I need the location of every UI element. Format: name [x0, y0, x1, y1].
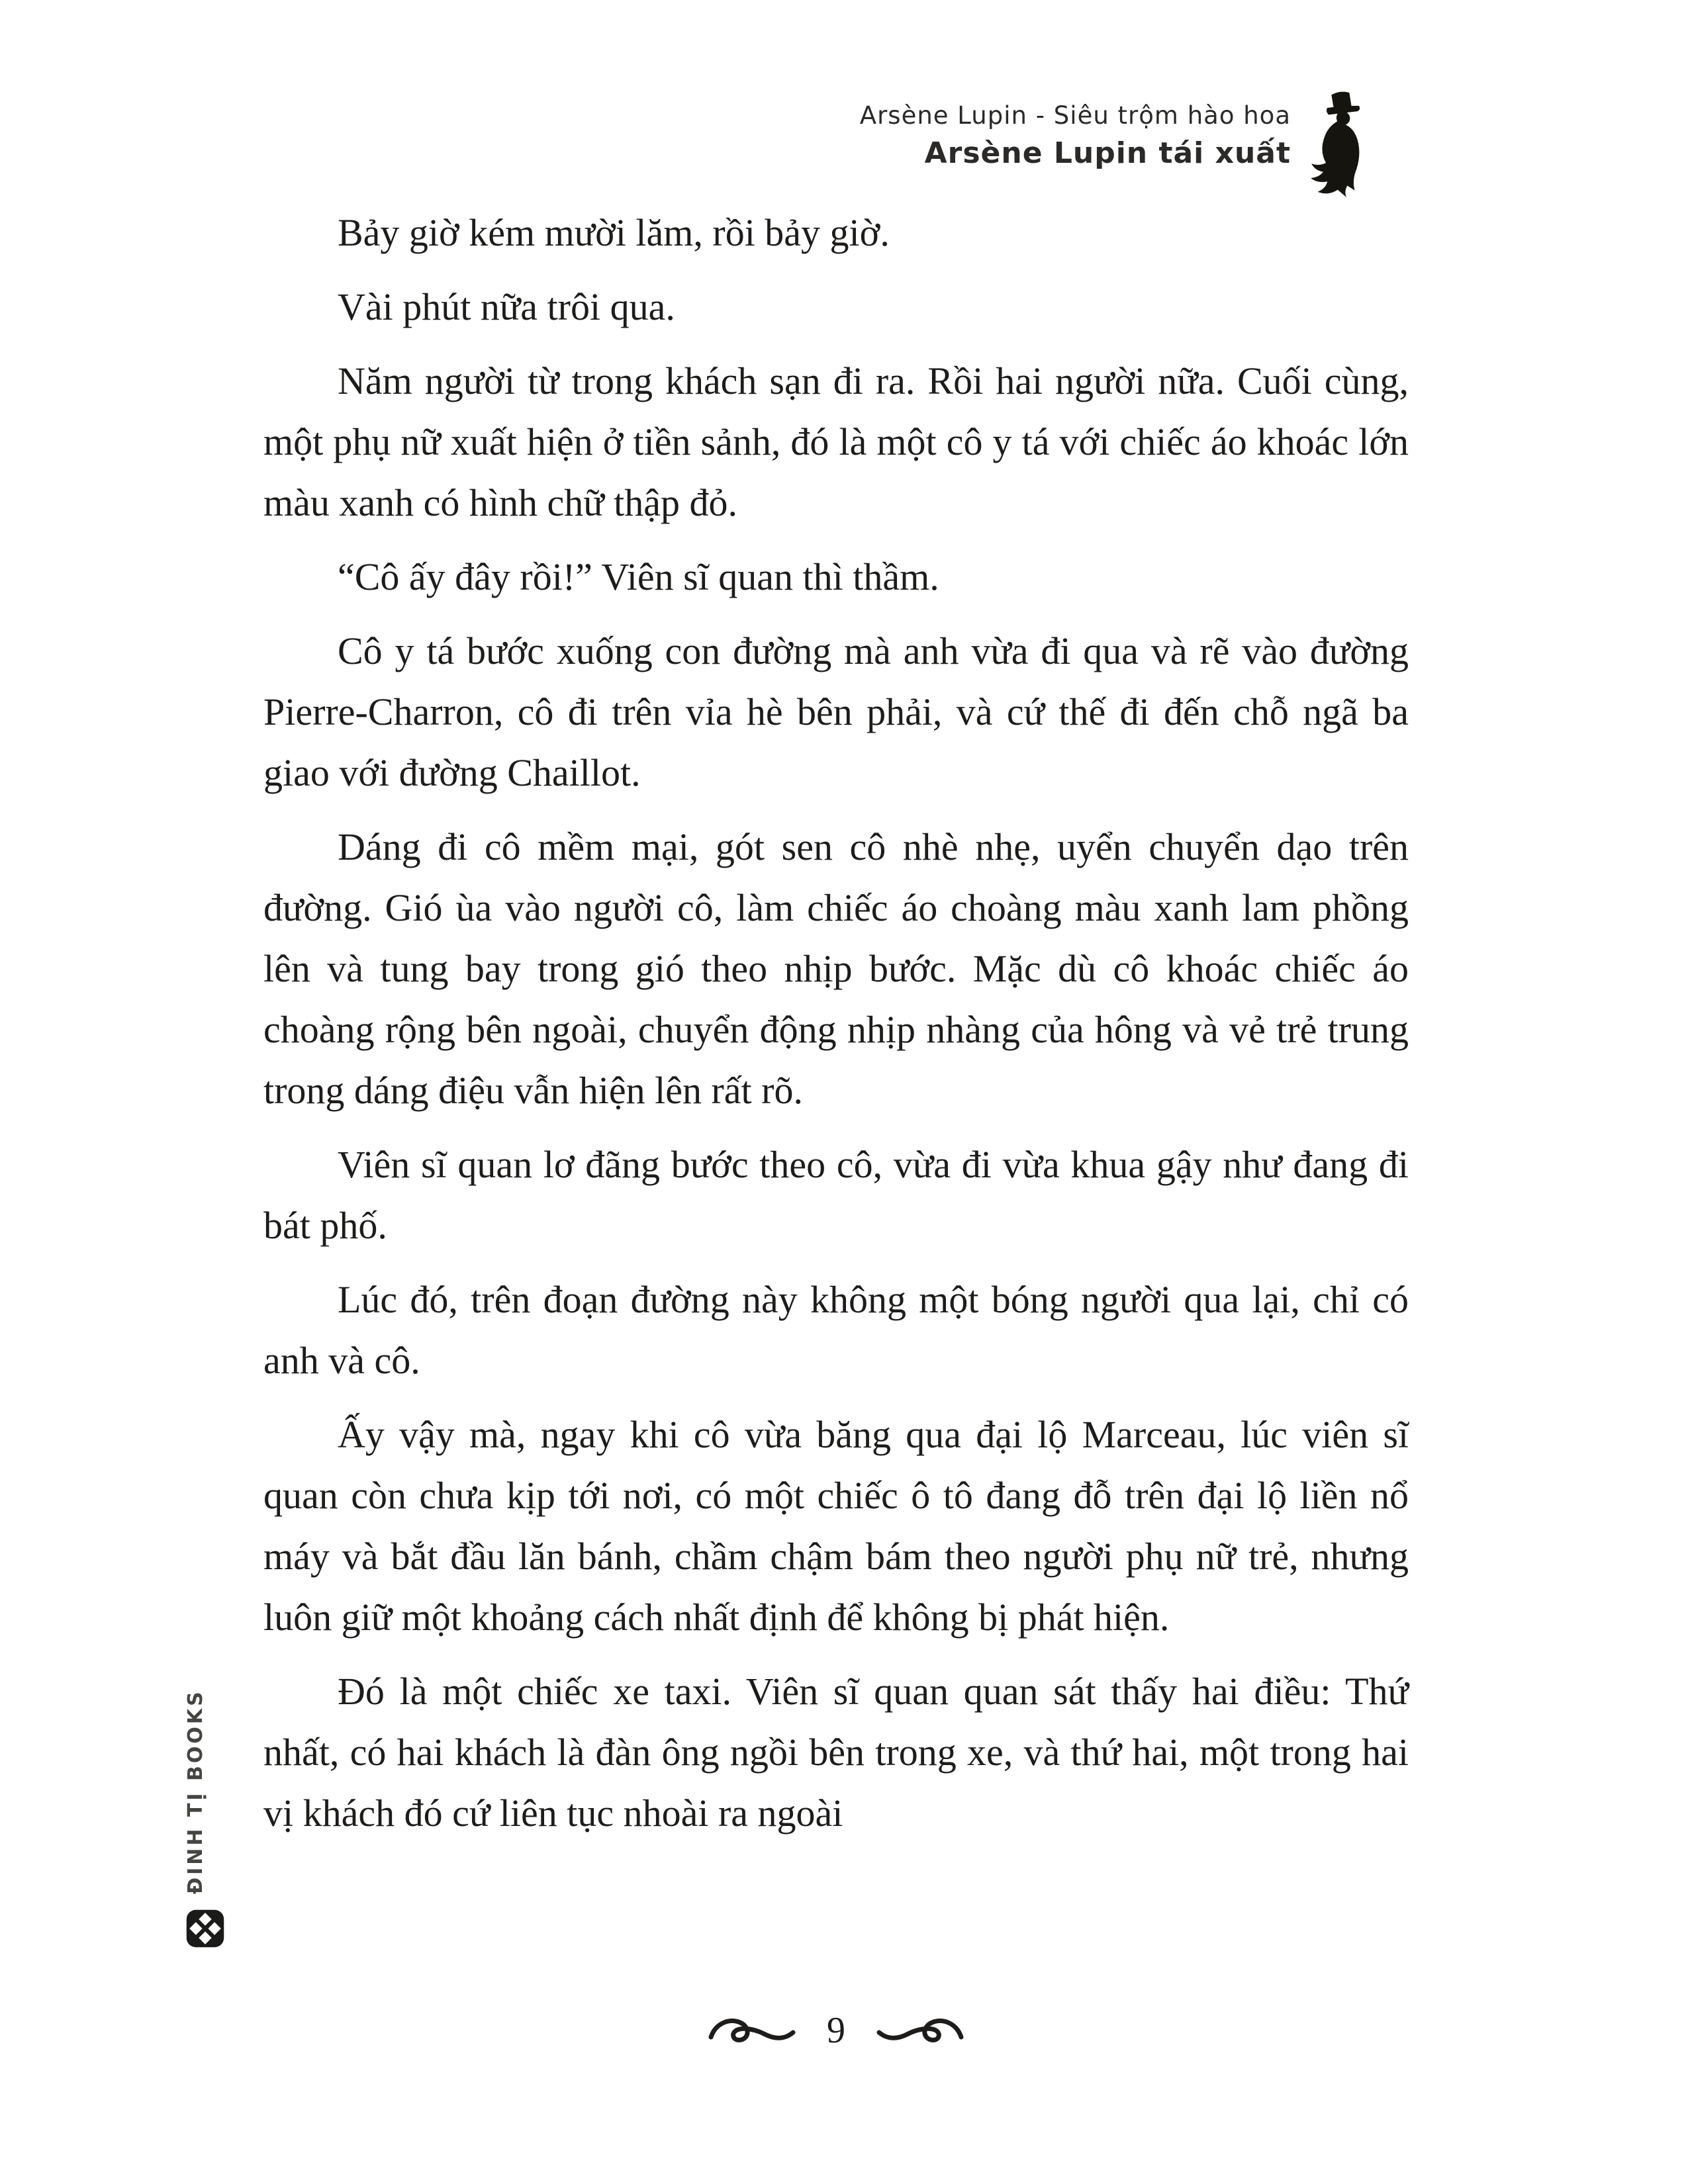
flourish-right-icon: [876, 2013, 964, 2048]
page-body-text: [263, 203, 1409, 1857]
paragraph: Vài phút nữa trôi qua.: [338, 285, 675, 328]
publisher-diamond-logo-icon: [185, 1909, 225, 1948]
paragraph: Bảy giờ kém mười lăm, rồi bảy giờ.: [338, 211, 890, 254]
publisher-name: ĐINH TỊ BOOKS: [184, 1689, 207, 1894]
page-footer: [263, 2009, 1409, 2052]
paragraph: Ấy vậy mà, ngay khi cô vừa băng qua đại lộ Marceau, lúc viên sĩ quan còn chưa kịp tới nơi, có một chiếc ô tô đang đỗ trên đại lộ liền nổ máy và bắt đầu lăn bánh, chầm chậm bám theo người phụ nữ trẻ, nhưng luôn giữ một khoảng cách nhất định để không bị phát hiện.: [263, 1413, 1409, 1639]
flourish-left-icon: [708, 2013, 796, 2048]
lupin-silhouette-icon: [1308, 87, 1377, 199]
paragraph: Dáng đi cô mềm mại, gót sen cô nhè nhẹ, uyển chuyển dạo trên đường. Gió ùa vào người cô, làm chiếc áo choàng màu xanh lam phồng lên và tung bay trong gió theo nhịp bước. Mặc dù cô khoác chiếc áo choàng rộng bên ngoài, chuyển động nhịp nhàng của hông và vẻ trẻ trung trong dáng điệu vẫn hiện lên rất rõ.: [263, 825, 1409, 1112]
page-number: 9: [827, 2010, 845, 2051]
paragraph: Cô y tá bước xuống con đường mà anh vừa đi qua và rẽ vào đường Pierre-Charron, cô đi trên vỉa hè bên phải, và cứ thế đi đến chỗ ngã ba giao với đường Chaillot.: [263, 629, 1409, 794]
running-head-text: [860, 87, 1291, 171]
paragraph: Lúc đó, trên đoạn đường này không một bóng người qua lại, chỉ có anh và cô.: [263, 1278, 1409, 1382]
running-head: [860, 87, 1377, 199]
series-title: Arsène Lupin - Siêu trộm hào hoa: [859, 101, 1291, 130]
paragraph: “Cô ấy đây rồi!” Viên sĩ quan thì thầm.: [338, 555, 939, 598]
paragraph: Đó là một chiếc xe taxi. Viên sĩ quan quan sát thấy hai điều: Thứ nhất, có hai khách là đàn ông ngồi bên trong xe, và thứ hai, một trong hai vị khách đó cứ liên tục nhoài ra ngoài: [263, 1670, 1409, 1835]
paragraph: Viên sĩ quan lơ đãng bước theo cô, vừa đi vừa khua gậy như đang đi bát phố.: [263, 1143, 1409, 1247]
book-title: Arsène Lupin tái xuất: [924, 136, 1291, 171]
paragraph: Năm người từ trong khách sạn đi ra. Rồi hai người nữa. Cuối cùng, một phụ nữ xuất hiện ở tiền sảnh, đó là một cô y tá với chiếc áo khoác lớn màu xanh có hình chữ thập đỏ.: [263, 359, 1409, 524]
